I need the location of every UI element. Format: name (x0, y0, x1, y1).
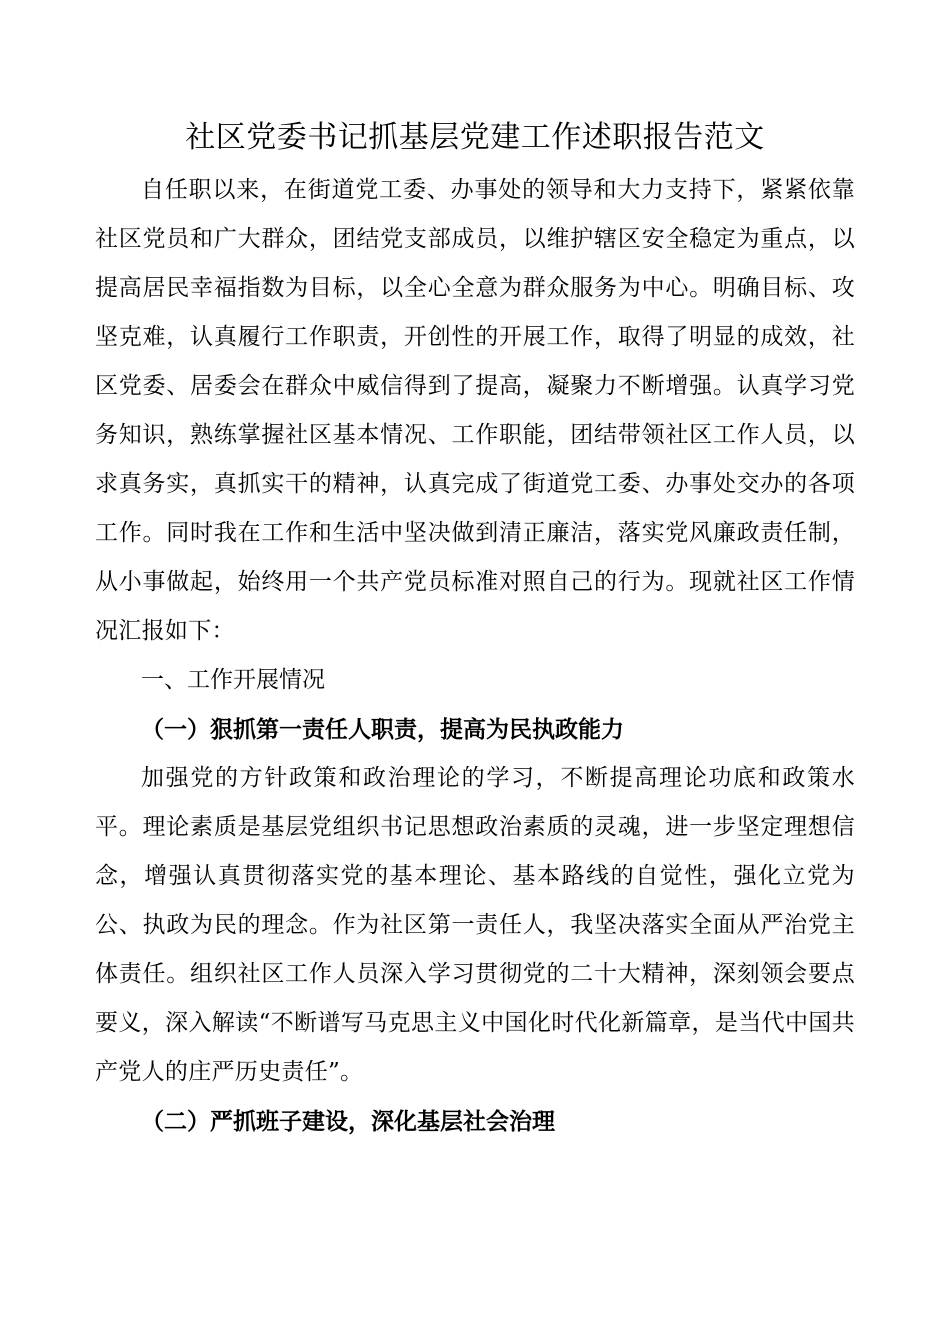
subsection-1-paragraph: 加强党的方针政策和政治理论的学习，不断提高理论功底和政策水平。理论素质是基层党组织书记思想政治素质的灵魂，进一步坚定理想信念，增强认真贯彻落实党的基本理论、基本路线的自觉性，强化立党为公、执政为民的理念。作为社区第一责任人，我坚决落实全面从严治党主体责任。组织社区工作人员深入学习贯彻党的二十大精神，深刻领会要点要义，深入解读“不断谱写马克思主义中国化时代化新篇章，是当代中国共产党人的庄严历史责任”。 (95, 765, 855, 1085)
subsection-heading-1: （一）狠抓第一责任人职责，提高为民执政能力 (141, 716, 624, 743)
subsection-heading-2: （二）严抓班子建设，深化基层社会治理 (141, 1108, 555, 1135)
section-heading-work: 一、工作开展情况 (141, 667, 325, 693)
intro-paragraph: 自任职以来，在街道党工委、办事处的领导和大力支持下，紧紧依靠社区党员和广大群众，团结党支部成员，以维护辖区安全稳定为重点，以提高居民幸福指数为目标，以全心全意为群众服务为中心。明确目标、攻坚克难，认真履行工作职责，开创性的开展工作，取得了明显的成效，社区党委、居委会在群众中威信得到了提高，凝聚力不断增强。认真学习党务知识，熟练掌握社区基本情况、工作职能，团结带领社区工作人员，以求真务实，真抓实干的精神，认真完成了街道党工委、办事处交办的各项工作。同时我在工作和生活中坚决做到清正廉洁，落实党风廉政责任制，从小事做起，始终用一个共产党员标准对照自己的行为。现就社区工作情况汇报如下： (95, 177, 855, 644)
document-title: 社区党委书记抓基层党建工作述职报告范文 (185, 120, 765, 155)
document-page (95, 110, 855, 1146)
